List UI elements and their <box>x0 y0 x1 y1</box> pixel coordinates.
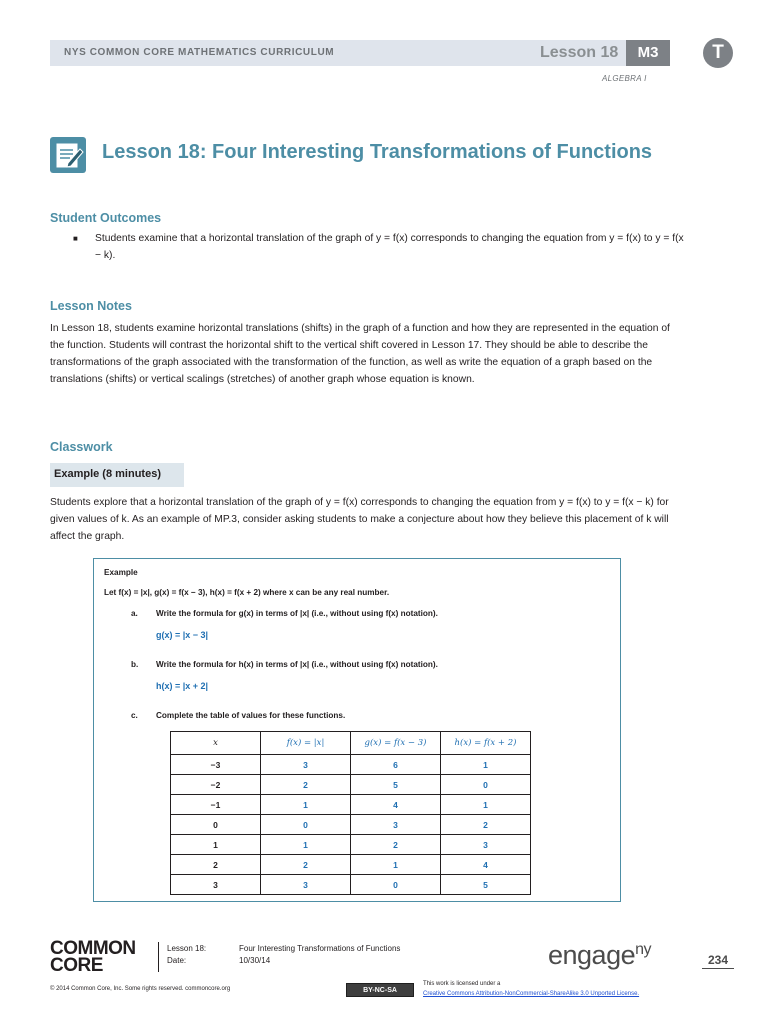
table-cell: 0 <box>171 815 261 835</box>
table-cell: −3 <box>171 755 261 775</box>
page-title: Lesson 18: Four Interesting Transformations of Functions <box>102 141 653 163</box>
part-c-question: Complete the table of values for these functions. <box>156 711 346 720</box>
module-badge: M3 <box>626 40 670 66</box>
table-cell: 2 <box>441 815 531 835</box>
table-cell: 1 <box>261 795 351 815</box>
footer-date-label: Date: <box>167 956 187 965</box>
teacher-badge: T <box>703 38 733 68</box>
table-row <box>171 815 531 835</box>
footer-lesson-title: Four Interesting Transformations of Functions <box>239 944 401 953</box>
classwork-heading: Classwork <box>50 440 113 454</box>
table-row <box>171 835 531 855</box>
logo-line-1: COMMON <box>50 938 136 959</box>
table-cell: 2 <box>171 855 261 875</box>
footer-lesson-label: Lesson 18: <box>167 944 207 953</box>
footer-date: 10/30/14 <box>239 956 271 965</box>
student-outcomes-heading: Student Outcomes <box>50 211 162 225</box>
common-core-logo <box>50 940 136 974</box>
table-cell: 1 <box>441 795 531 815</box>
table-cell: 3 <box>261 875 351 895</box>
subject-label: ALGEBRA I <box>602 74 647 83</box>
table-row <box>171 795 531 815</box>
bullet-icon: ■ <box>73 234 78 243</box>
page-number-rule <box>702 968 734 969</box>
table-cell: 3 <box>261 755 351 775</box>
engage-text: engage <box>548 940 636 970</box>
table-cell: 3 <box>171 875 261 895</box>
table-cell: 4 <box>351 795 441 815</box>
lesson-edit-icon <box>50 137 86 173</box>
table-header: x <box>171 732 261 755</box>
example-setup: Let f(x) = |x|, g(x) = f(x − 3), h(x) = f(x + 2) where x can be any real number. <box>104 588 390 597</box>
table-cell: 3 <box>441 835 531 855</box>
student-outcome-text: Students examine that a horizontal translation of the graph of y = f(x) corresponds to changing the equation from y = f(x) to y = f(x − k). <box>95 233 684 261</box>
license-text: This work is licensed under a <box>423 981 501 987</box>
table-header: g(x) = f(x − 3) <box>351 732 441 755</box>
table-cell: 5 <box>351 775 441 795</box>
table-cell: 2 <box>261 775 351 795</box>
part-b-question: Write the formula for h(x) in terms of |x| (i.e., without using f(x) notation). <box>156 660 438 669</box>
table-cell: 1 <box>351 855 441 875</box>
part-b-answer: h(x) = |x + 2| <box>156 681 209 691</box>
example-title: Example <box>104 568 138 577</box>
table-row <box>171 775 531 795</box>
table-cell: 2 <box>261 855 351 875</box>
table-cell: 1 <box>171 835 261 855</box>
table-row <box>171 875 531 895</box>
engage-sup: ny <box>635 941 652 958</box>
table-cell: −2 <box>171 775 261 795</box>
part-a-question: Write the formula for g(x) in terms of |x| (i.e., without using f(x) notation). <box>156 609 438 618</box>
table-cell: 0 <box>261 815 351 835</box>
page-number: 234 <box>708 953 729 967</box>
table-row <box>171 755 531 775</box>
example-label: Example (8 minutes) <box>54 468 161 480</box>
lesson-notes-heading: Lesson Notes <box>50 299 132 313</box>
table-cell: 6 <box>351 755 441 775</box>
part-c-label: c. <box>131 711 138 720</box>
copyright-text: © 2014 Common Core, Inc. Some rights reserved. commoncore.org <box>50 986 231 992</box>
table-cell: 2 <box>351 835 441 855</box>
logo-line-2: CORE <box>50 955 103 976</box>
table-header: h(x) = f(x + 2) <box>441 732 531 755</box>
table-cell: −1 <box>171 795 261 815</box>
lesson-notes-text: In Lesson 18, students examine horizontal translations (shifts) in the graph of a function and how they are represented in the equation of the function. Students will contrast the horizontal shift to the vertical shift covered in Lesson 17. They should be able to describe the transformations of the graph associated with the transformation of the function, as well as write the equation of a graph based on the translations (shifts) or vertical scalings (stretches) of another graph whose equation is known. <box>50 323 670 385</box>
table-cell: 5 <box>441 875 531 895</box>
engageny-logo <box>548 940 651 971</box>
curriculum-label: NYS COMMON CORE MATHEMATICS CURRICULUM <box>64 47 335 58</box>
table-header-row <box>171 732 531 755</box>
example-label-box <box>50 463 184 487</box>
table-row <box>171 855 531 875</box>
creative-commons-badge <box>346 983 414 997</box>
values-table <box>170 731 531 895</box>
table-cell: 0 <box>351 875 441 895</box>
table-cell: 0 <box>441 775 531 795</box>
table-cell: 4 <box>441 855 531 875</box>
license-link[interactable]: Creative Commons Attribution-NonCommercial-ShareAlike 3.0 Unported License. <box>423 991 640 997</box>
table-cell: 1 <box>441 755 531 775</box>
part-a-answer: g(x) = |x − 3| <box>156 630 209 640</box>
part-b-label: b. <box>131 660 139 669</box>
table-cell: 1 <box>261 835 351 855</box>
table-header: f(x) = |x| <box>261 732 351 755</box>
lesson-number: Lesson 18 <box>540 44 619 61</box>
part-a-label: a. <box>131 609 138 618</box>
example-intro-text: Students explore that a horizontal translation of the graph of y = f(x) corresponds to changing the equation from y = f(x) to y = f(x − k) for given values of k. As an example of MP.3, consider asking students to make a conjecture about how they believe this placement of k will affect the graph. <box>50 497 669 542</box>
footer-divider <box>158 942 159 972</box>
table-cell: 3 <box>351 815 441 835</box>
cc-badge-text: BY-NC-SA <box>363 987 397 994</box>
